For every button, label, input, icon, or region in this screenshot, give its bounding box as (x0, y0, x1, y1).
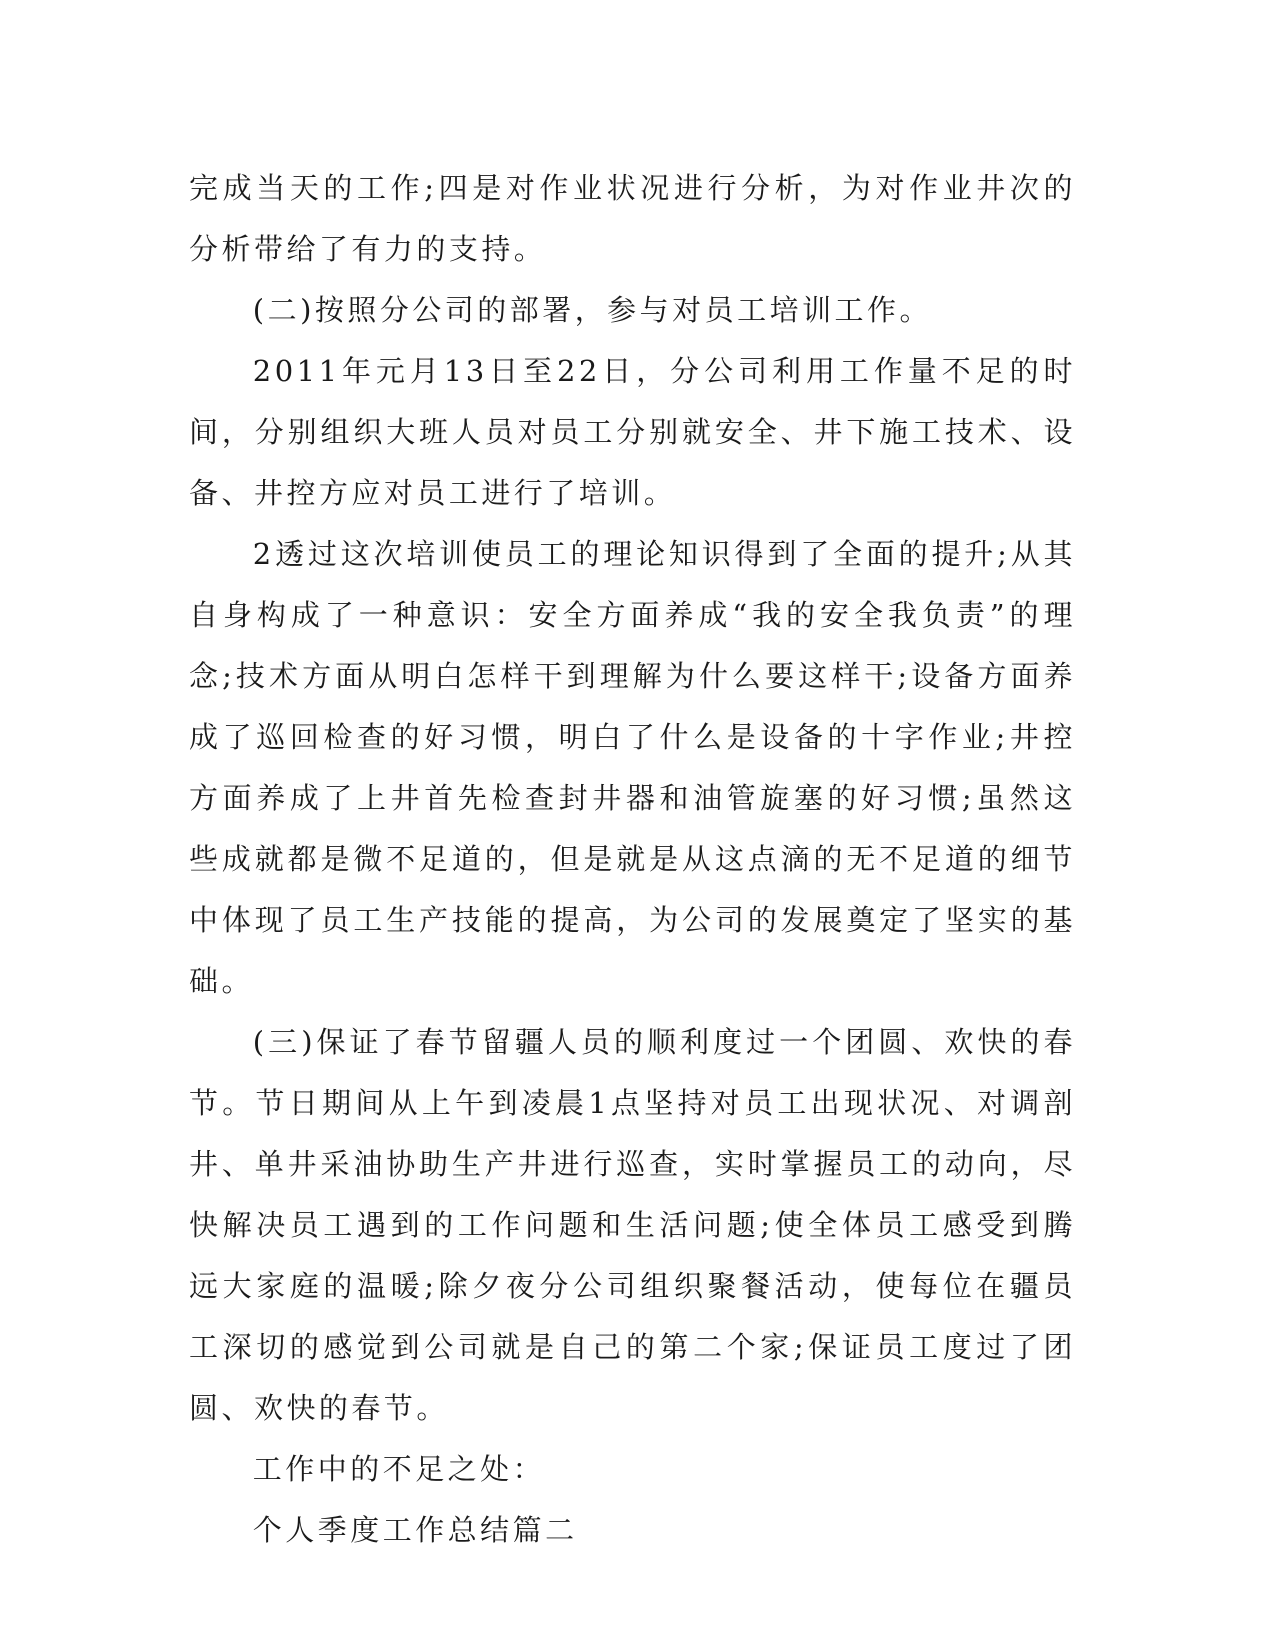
document-body (189, 158, 1076, 1561)
paragraph-2: (二)按照分公司的部署，参与对员工培训工作。 (252, 293, 932, 327)
paragraph-6: 工作中的不足之处： (252, 1452, 546, 1486)
paragraph-3: 2011年元月13日至22日，分公司利用工作量不足的时间，分别组织大班人员对员工分别就安全、井下施工技术、设备、井控方应对员工进行了培训。 (189, 354, 1076, 510)
paragraph-5: (三)保证了春节留疆人员的顺利度过一个团圆、欢快的春节。节日期间从上午到凌晨1点坚持对员工出现状况、对调剖井、单井采油协助生产井进行巡查，实时掌握员工的动向，尽快解决员工遇到的工作问题和生活问题;使全体员工感受到腾远大家庭的温暖;除夕夜分公司组织聚餐活动，使每位在疆员工深切的感觉到公司就是自己的第二个家;保证员工度过了团圆、欢快的春节。 (189, 1025, 1076, 1425)
paragraph-4: 2透过这次培训使员工的理论知识得到了全面的提升;从其自身构成了一种意识：安全方面养成“我的安全我负责”的理念;技术方面从明白怎样干到理解为什么要这样干;设备方面养成了巡回检查的好习惯，明白了什么是设备的十字作业;井控方面养成了上井首先检查封井器和油管旋塞的好习惯;虽然这些成就都是微不足道的，但是就是从这点滴的无不足道的细节中体现了员工生产技能的提高，为公司的发展奠定了坚实的基础。 (189, 537, 1076, 998)
paragraph-1: 完成当天的工作;四是对作业状况进行分析，为对作业井次的分析带给了有力的支持。 (189, 171, 1076, 266)
section-heading: 个人季度工作总结篇二 (252, 1513, 578, 1547)
